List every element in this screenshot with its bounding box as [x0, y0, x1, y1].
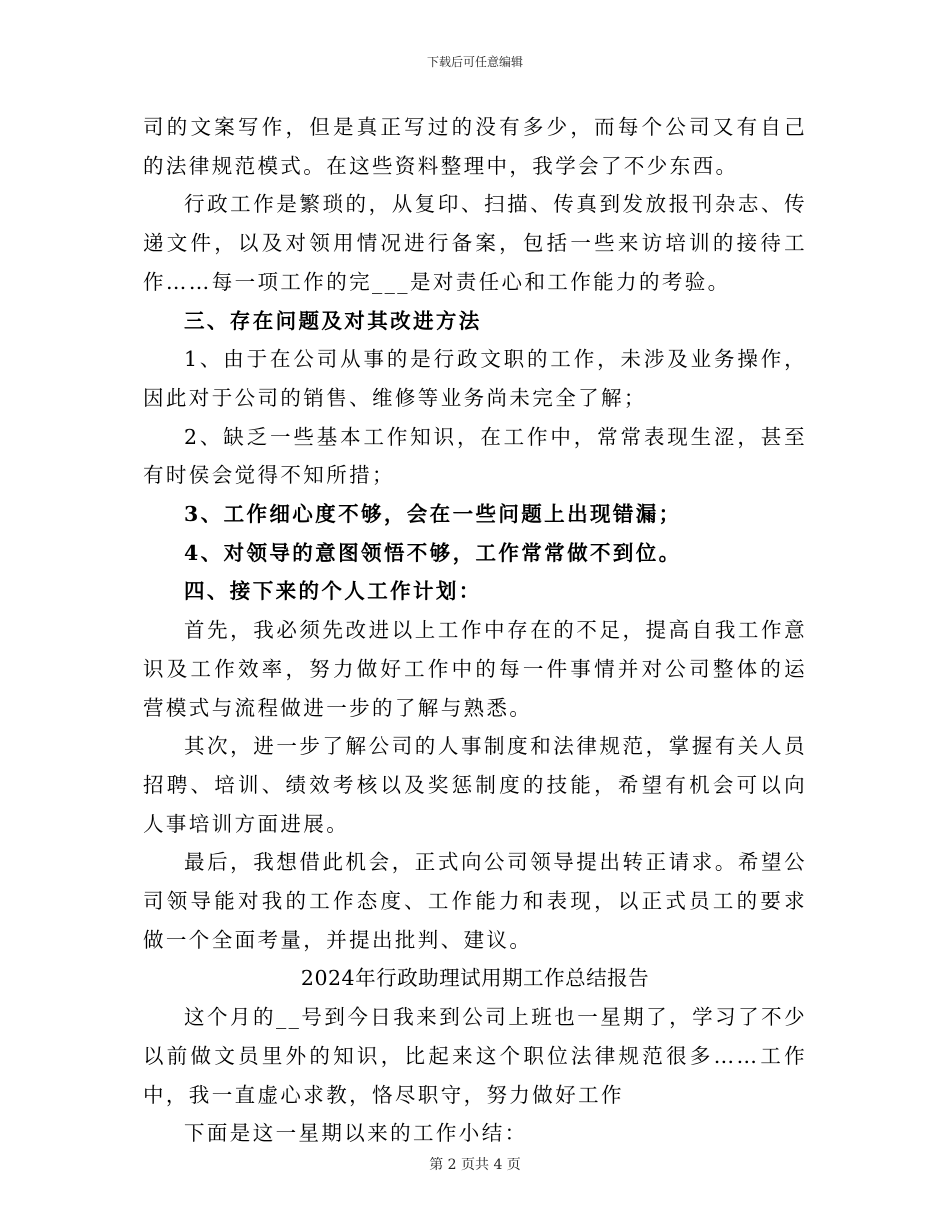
paragraph-plan-last: 最后，我想借此机会，正式向公司领导提出转正请求。希望公司领导能对我的工作态度、工作能力和表现，以正式员工的要求做一个全面考量，并提出批判、建议。	[143, 850, 807, 952]
list-item-problem-3: 3、工作细心度不够，会在一些问题上出现错漏；	[184, 502, 682, 527]
paragraph-plan-first: 首先，我必须先改进以上工作中存在的不足，提高自我工作意识及工作效率，努力做好工作中的每一件事情并对公司整体的运营模式与流程做进一步的了解与熟悉。	[143, 618, 807, 720]
document-body	[143, 108, 807, 1153]
report-title: 2024年行政助理试用期工作总结报告	[300, 966, 650, 991]
section-heading-plan: 四、接下来的个人工作计划：	[184, 579, 482, 604]
page-header: 下载后可任意编辑	[426, 55, 523, 69]
page-footer: 第 2 页共 4 页	[429, 1157, 521, 1173]
list-item-problem-1: 1、由于在公司从事的是行政文职的工作，未涉及业务操作，因此对于公司的销售、维修等业务尚未完全了解；	[143, 347, 807, 410]
list-item-problem-4: 4、对领导的意图领悟不够，工作常常做不到位。	[184, 540, 682, 565]
section-heading-problems: 三、存在问题及对其改进方法	[184, 308, 482, 333]
paragraph-intro: 这个月的__号到今日我来到公司上班也一星期了，学习了不少以前做文员里外的知识，比起来这个职位法律规范很多……工作中，我一直虚心求教，恪尽职守，努力做好工作	[143, 1005, 807, 1107]
list-item-problem-2: 2、缺乏一些基本工作知识，在工作中，常常表现生涩，甚至有时侯会觉得不知所措；	[143, 424, 807, 488]
paragraph-continuation: 司的文案写作，但是真正写过的没有多少，而每个公司又有自己的法律规范模式。在这些资料整理中，我学会了不少东西。	[143, 115, 807, 178]
paragraph-summary-lead: 下面是这一星期以来的工作小结：	[184, 1121, 528, 1146]
paragraph-plan-second: 其次，进一步了解公司的人事制度和法律规范，掌握有关人员招聘、培训、绩效考核以及奖惩制度的技能，希望有机会可以向人事培训方面进展。	[143, 734, 807, 836]
paragraph-admin-work: 行政工作是繁琐的，从复印、扫描、传真到发放报刊杂志、传递文件，以及对领用情况进行备案，包括一些来访培训的接待工作……每一项工作的完___是对责任心和工作能力的考验。	[143, 192, 807, 294]
